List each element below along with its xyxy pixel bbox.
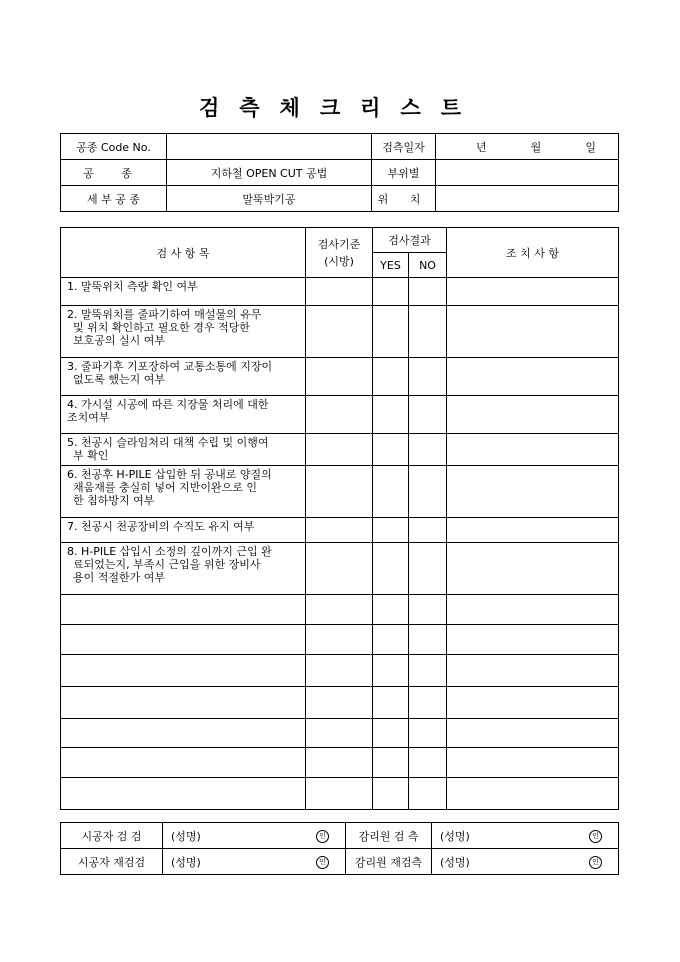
action-cell[interactable] bbox=[447, 655, 619, 687]
item-cell[interactable] bbox=[61, 748, 306, 778]
yes-cell[interactable] bbox=[373, 778, 409, 810]
action-cell[interactable] bbox=[447, 466, 619, 518]
contractor-reinspect-name[interactable] bbox=[163, 849, 346, 875]
col-item-header: 검 사 항 목 bbox=[61, 228, 306, 278]
action-cell[interactable] bbox=[447, 278, 619, 306]
yes-cell[interactable] bbox=[373, 358, 409, 396]
checklist-item-line: 조치여부 bbox=[67, 411, 110, 424]
no-cell[interactable] bbox=[409, 655, 447, 687]
detail-work-label: 세 부 공 종 bbox=[61, 186, 167, 212]
yes-cell[interactable] bbox=[373, 655, 409, 687]
checklist-item-line: 2. 말뚝위치를 줄파기하여 매설물의 유무 bbox=[67, 308, 262, 321]
checklist-blank-row bbox=[61, 687, 619, 719]
checklist-row bbox=[61, 518, 619, 543]
checklist-row bbox=[61, 396, 619, 434]
col-action-header: 조 치 사 항 bbox=[447, 228, 619, 278]
date-month-label: 월 bbox=[530, 140, 542, 154]
checklist-row bbox=[61, 358, 619, 396]
checklist-item-line: 1. 말뚝위치 측량 확인 여부 bbox=[67, 280, 198, 293]
standard-cell[interactable] bbox=[306, 687, 373, 719]
date-day-label: 일 bbox=[585, 140, 596, 154]
name-label: (성명) bbox=[171, 829, 201, 843]
checklist-item bbox=[61, 518, 306, 543]
no-cell[interactable] bbox=[409, 595, 447, 625]
inspection-date-value[interactable] bbox=[436, 134, 619, 160]
signature-row-2 bbox=[61, 849, 619, 875]
supervisor-inspect-label: 감리원 검 측 bbox=[346, 823, 432, 849]
yes-cell[interactable] bbox=[373, 687, 409, 719]
action-cell[interactable] bbox=[447, 306, 619, 358]
checklist-blank-row bbox=[61, 625, 619, 655]
yes-cell[interactable] bbox=[373, 543, 409, 595]
col-standard-line2: (시방) bbox=[324, 254, 354, 268]
checklist-blank-row bbox=[61, 748, 619, 778]
checklist-item-line: 및 위치 확인하고 필요한 경우 적당한 bbox=[73, 321, 250, 334]
standard-cell[interactable] bbox=[306, 396, 373, 434]
name-label: (성명) bbox=[440, 829, 470, 843]
checklist-item bbox=[61, 434, 306, 466]
work-type-label: 공 종 bbox=[61, 160, 167, 186]
seal-mark: 인 bbox=[316, 830, 329, 843]
action-cell[interactable] bbox=[447, 518, 619, 543]
action-cell[interactable] bbox=[447, 748, 619, 778]
no-cell[interactable] bbox=[409, 687, 447, 719]
signature-table bbox=[60, 822, 619, 875]
yes-cell[interactable] bbox=[373, 306, 409, 358]
no-cell[interactable] bbox=[409, 358, 447, 396]
supervisor-reinspect-label: 감리원 재검측 bbox=[346, 849, 432, 875]
checklist-body bbox=[61, 278, 619, 810]
contractor-inspect-name[interactable] bbox=[163, 823, 346, 849]
standard-cell[interactable] bbox=[306, 778, 373, 810]
detail-work-value[interactable]: 말뚝박기공 bbox=[167, 186, 372, 212]
checklist-item bbox=[61, 543, 306, 595]
checklist-blank-row bbox=[61, 778, 619, 810]
no-cell[interactable] bbox=[409, 434, 447, 466]
work-type-value[interactable]: 지하철 OPEN CUT 공법 bbox=[167, 160, 372, 186]
checklist-row bbox=[61, 278, 619, 306]
col-standard-header bbox=[306, 228, 373, 278]
no-cell[interactable] bbox=[409, 278, 447, 306]
item-cell[interactable] bbox=[61, 778, 306, 810]
checklist-blank-row bbox=[61, 655, 619, 687]
header-table bbox=[60, 133, 619, 212]
contractor-inspect-label: 시공자 검 검 bbox=[61, 823, 163, 849]
checklist-row bbox=[61, 543, 619, 595]
yes-cell[interactable] bbox=[373, 278, 409, 306]
seal-mark: 인 bbox=[589, 830, 602, 843]
no-cell[interactable] bbox=[409, 466, 447, 518]
action-cell[interactable] bbox=[447, 719, 619, 748]
checklist-item-line: 료되었는지, 부족시 근입을 위한 장비사 bbox=[73, 558, 261, 571]
checklist-item-line: 용이 적절한가 여부 bbox=[73, 571, 166, 584]
checklist-header-row bbox=[61, 228, 619, 253]
action-cell[interactable] bbox=[447, 396, 619, 434]
standard-cell[interactable] bbox=[306, 595, 373, 625]
checklist-table bbox=[60, 227, 619, 810]
checklist-blank-row bbox=[61, 595, 619, 625]
item-cell[interactable] bbox=[61, 655, 306, 687]
no-cell[interactable] bbox=[409, 748, 447, 778]
name-label: (성명) bbox=[440, 855, 470, 869]
no-cell[interactable] bbox=[409, 543, 447, 595]
standard-cell[interactable] bbox=[306, 434, 373, 466]
section-label: 부위별 bbox=[372, 160, 436, 186]
checklist-row bbox=[61, 434, 619, 466]
item-cell[interactable] bbox=[61, 595, 306, 625]
item-cell[interactable] bbox=[61, 687, 306, 719]
header-row-code bbox=[61, 134, 619, 160]
standard-cell[interactable] bbox=[306, 466, 373, 518]
supervisor-reinspect-name[interactable] bbox=[432, 849, 619, 875]
yes-cell[interactable] bbox=[373, 466, 409, 518]
name-label: (성명) bbox=[171, 855, 201, 869]
action-cell[interactable] bbox=[447, 358, 619, 396]
yes-cell[interactable] bbox=[373, 518, 409, 543]
signature-row-1 bbox=[61, 823, 619, 849]
page-title: 검측체크리스트 bbox=[198, 95, 481, 120]
seal-mark: 인 bbox=[316, 856, 329, 869]
checklist-item-line: 3. 줄파기후 기포장하여 교통소통에 지장이 bbox=[67, 360, 273, 373]
checklist-item-line: 채움재를 충실히 넣어 지반이완으로 인 bbox=[73, 481, 258, 494]
location-label: 위 치 bbox=[372, 186, 436, 212]
checklist-item bbox=[61, 358, 306, 396]
standard-cell[interactable] bbox=[306, 278, 373, 306]
checklist-item bbox=[61, 278, 306, 306]
standard-cell[interactable] bbox=[306, 543, 373, 595]
checklist-item-line: 부 확인 bbox=[73, 449, 109, 462]
action-cell[interactable] bbox=[447, 778, 619, 810]
checklist-item bbox=[61, 396, 306, 434]
checklist-item-line: 한 침하방지 여부 bbox=[73, 494, 155, 507]
no-cell[interactable] bbox=[409, 778, 447, 810]
checklist-item-line: 5. 천공시 슬라임처리 대책 수립 및 이행여 bbox=[67, 436, 269, 449]
no-cell[interactable] bbox=[409, 625, 447, 655]
yes-cell[interactable] bbox=[373, 434, 409, 466]
action-cell[interactable] bbox=[447, 595, 619, 625]
yes-cell[interactable] bbox=[373, 719, 409, 748]
header-row-worktype bbox=[61, 160, 619, 186]
yes-cell[interactable] bbox=[373, 396, 409, 434]
checklist-row bbox=[61, 466, 619, 518]
checklist-item-line: 없도록 했는지 여부 bbox=[73, 373, 166, 386]
no-cell[interactable] bbox=[409, 306, 447, 358]
no-cell[interactable] bbox=[409, 396, 447, 434]
seal-mark: 인 bbox=[589, 856, 602, 869]
date-year-label: 년 bbox=[476, 140, 487, 154]
standard-cell[interactable] bbox=[306, 719, 373, 748]
no-cell[interactable] bbox=[409, 719, 447, 748]
checklist-item bbox=[61, 306, 306, 358]
action-cell[interactable] bbox=[447, 434, 619, 466]
standard-cell[interactable] bbox=[306, 625, 373, 655]
location-value[interactable] bbox=[436, 186, 619, 212]
standard-cell[interactable] bbox=[306, 358, 373, 396]
action-cell[interactable] bbox=[447, 687, 619, 719]
standard-cell[interactable] bbox=[306, 655, 373, 687]
checklist-item-line: 4. 가시설 시공에 따른 지장물 처리에 대한 bbox=[67, 398, 269, 411]
checklist-row bbox=[61, 306, 619, 358]
yes-cell[interactable] bbox=[373, 595, 409, 625]
section-value[interactable] bbox=[436, 160, 619, 186]
contractor-reinspect-label: 시공자 재검검 bbox=[61, 849, 163, 875]
checklist-blank-row bbox=[61, 719, 619, 748]
col-result-header: 검사결과 bbox=[373, 228, 447, 253]
work-code-value[interactable] bbox=[167, 134, 372, 160]
action-cell[interactable] bbox=[447, 625, 619, 655]
inspection-date-label: 검측일자 bbox=[372, 134, 436, 160]
action-cell[interactable] bbox=[447, 543, 619, 595]
standard-cell[interactable] bbox=[306, 748, 373, 778]
header-row-detail bbox=[61, 186, 619, 212]
no-cell[interactable] bbox=[409, 518, 447, 543]
standard-cell[interactable] bbox=[306, 306, 373, 358]
col-no-header: NO bbox=[409, 253, 447, 278]
yes-cell[interactable] bbox=[373, 625, 409, 655]
item-cell[interactable] bbox=[61, 719, 306, 748]
checklist-item bbox=[61, 466, 306, 518]
standard-cell[interactable] bbox=[306, 518, 373, 543]
col-standard-line1: 검사기준 bbox=[317, 237, 361, 251]
supervisor-inspect-name[interactable] bbox=[432, 823, 619, 849]
item-cell[interactable] bbox=[61, 625, 306, 655]
checklist-item-line: 7. 천공시 천공장비의 수직도 유지 여부 bbox=[67, 520, 255, 533]
checklist-item-line: 6. 천공후 H-PILE 삽입한 뒤 공내로 양질의 bbox=[67, 468, 272, 481]
work-code-label: 공종 Code No. bbox=[61, 134, 167, 160]
checklist-item-line: 보호공의 실시 여부 bbox=[73, 334, 166, 347]
yes-cell[interactable] bbox=[373, 748, 409, 778]
checklist-item-line: 8. H-PILE 삽입시 소정의 깊이까지 근입 완 bbox=[67, 545, 272, 558]
col-yes-header: YES bbox=[373, 253, 409, 278]
